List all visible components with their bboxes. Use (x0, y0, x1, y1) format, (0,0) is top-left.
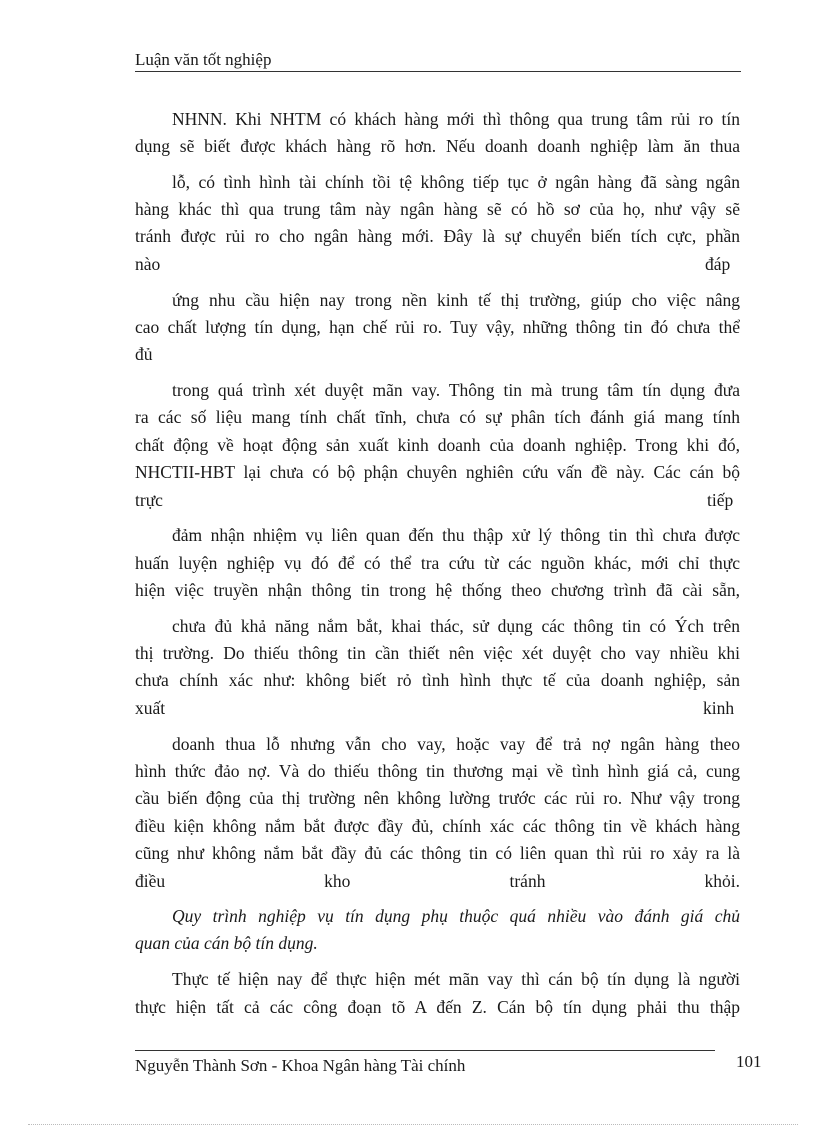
body-line: hiện việc truyền nhận thông tin trong hệ thống theo chương trình đã cài sẵn, (135, 580, 740, 600)
body-line: thị trường. Do thiếu thông tin cần thiết nên việc xét duyệt cho vay nhiều khi (135, 643, 740, 663)
body-line: Thực tế hiện nay để thực hiện mét mãn vay thì cán bộ tín dụng là người (172, 969, 740, 989)
body-line: huấn luyện nghiệp vụ đó để có thể tra cứu từ các nguồn khác, mới chỉ thực (135, 553, 740, 573)
italic-heading-line: Quy trình nghiệp vụ tín dụng phụ thuộc quá nhiều vào đánh giá chủ (172, 906, 740, 926)
body-line: chất động về hoạt động sản xuất kinh doanh của doanh nghiệp. Trong khi đó, (135, 435, 740, 455)
body-line: trong quá trình xét duyệt mãn vay. Thông tin mà trung tâm tín dụng đưa (172, 380, 740, 400)
body-line: xuất (135, 698, 166, 718)
body-line: điều kiện không nắm bắt được đầy đủ, chính xác các thông tin về khách hàng (135, 816, 740, 836)
footer-author: Nguyễn Thành Sơn - Khoa Ngân hàng Tài chính (135, 1056, 466, 1075)
running-header: Luận văn tốt nghiệp (135, 50, 272, 69)
body-line: cũng như không nắm bắt đầy đủ các thông tin có liên quan thì rủi ro xảy ra là (135, 843, 740, 863)
body-line: NHNN. Khi NHTM có khách hàng mới thì thông qua trung tâm rủi ro tín (172, 109, 740, 129)
body-line: thực hiện tất cả các công đoạn tõ A đến Z. Cán bộ tín dụng phải thu thập (135, 997, 740, 1017)
body-line: NHCTII-HBT lại chưa có bộ phận chuyên nghiên cứu vấn đề này. Các cán bộ (135, 462, 740, 482)
italic-heading-line: quan của cán bộ tín dụng. (135, 933, 318, 953)
footer-rule (135, 1050, 715, 1051)
body-line: cầu biến động của thị trường nên không lường trước các rủi ro. Như vậy trong (135, 788, 740, 808)
page-number: 101 (736, 1052, 762, 1071)
body-line: tiếp (707, 490, 734, 510)
body-line: hình thức đảo nợ. Và do thiếu thông tin thương mại về tình hình giá cả, cung (135, 761, 740, 781)
body-line: chưa chính xác như: không biết rỏ tình hình thực tế của doanh nghiệp, sản (135, 670, 740, 690)
body-line: hàng khác thì qua trung tâm này ngân hàng sẽ có hồ sơ của họ, như vậy sẽ (135, 199, 740, 219)
body-line: chưa đủ khả năng nắm bắt, khai thác, sử dụng các thông tin có Ých trên (172, 616, 740, 636)
body-line: ứng nhu cầu hiện nay trong nền kinh tế thị trường, giúp cho việc nâng (172, 290, 740, 310)
body-line: đảm nhận nhiệm vụ liên quan đến thu thập xử lý thông tin thì chưa được (172, 525, 740, 545)
header-rule (135, 71, 741, 72)
body-line: dụng sẽ biết được khách hàng rõ hơn. Nếu doanh doanh nghiệp làm ăn thua (135, 136, 740, 156)
body-line: cao chất lượng tín dụng, hạn chế rủi ro. Tuy vậy, những thông tin đó chưa thể (135, 317, 740, 337)
body-line: điều kho tránh khỏi. (135, 871, 740, 891)
body-line: lỗ, có tình hình tài chính tồi tệ không tiếp tục ở ngân hàng đã sàng ngân (172, 172, 740, 192)
body-line: kinh (703, 698, 735, 718)
body-line: trực (135, 490, 163, 510)
body-line: doanh thua lỗ nhưng vẫn cho vay, hoặc vay để trả nợ ngân hàng theo (172, 734, 740, 754)
body-line: đáp (705, 254, 731, 274)
body-line: nào (135, 254, 161, 274)
body-line: tránh được rủi ro cho ngân hàng mới. Đây là sự chuyển biến tích cực, phần (135, 226, 740, 246)
body-line: đủ (135, 344, 153, 364)
body-line: ra các số liệu mang tính chất tĩnh, chưa có sự phân tích đánh giá mang tính (135, 407, 740, 427)
